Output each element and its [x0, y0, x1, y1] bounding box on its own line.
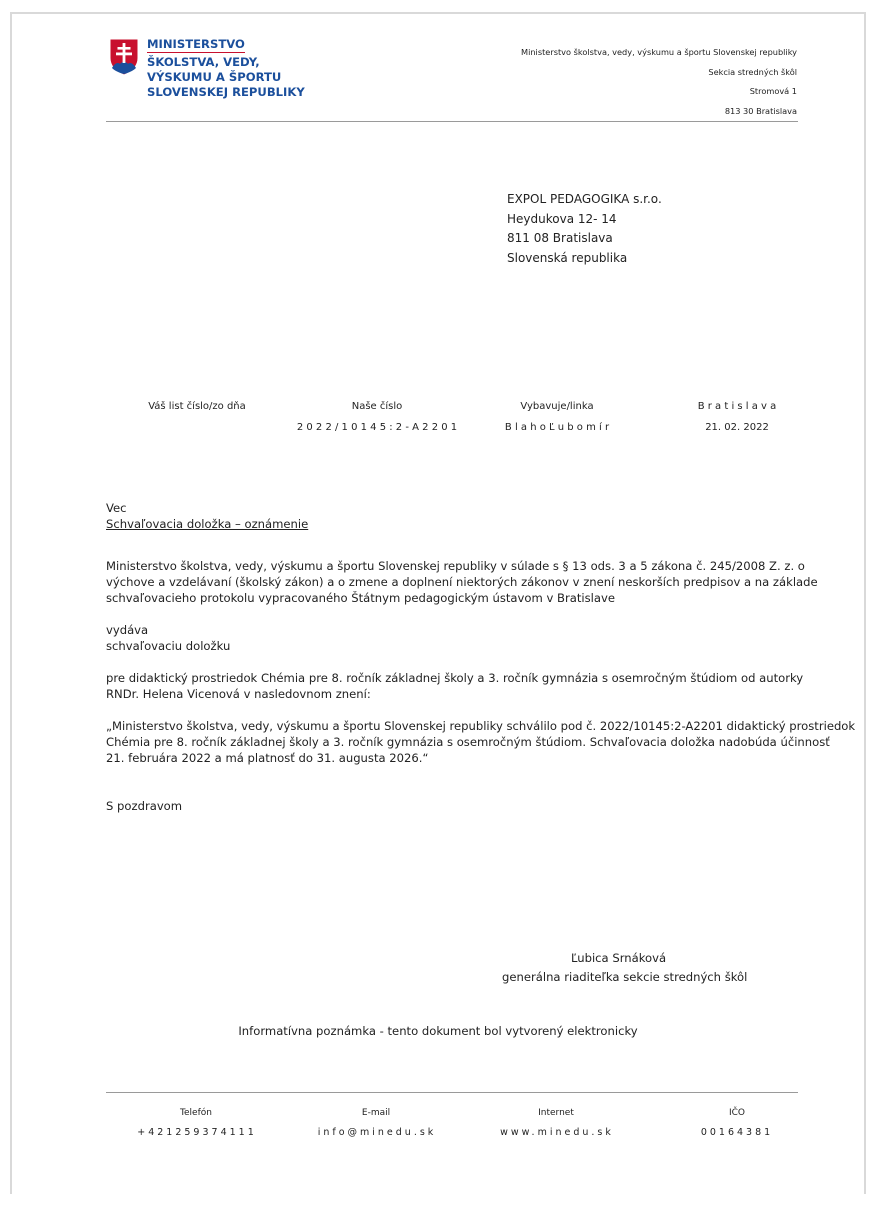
- footer-header-email: E-mail: [361, 1108, 391, 1118]
- addressee-block: [507, 190, 662, 268]
- header-divider: [106, 121, 798, 122]
- footer-ico: 00164381: [700, 1127, 774, 1138]
- issues-line: vydáva: [106, 623, 149, 637]
- ref-value-our-number: 2 0 2 2 / 1 0 1 4 5 : 2 - A 2 2 0 1: [296, 422, 458, 433]
- signatory-name: Ľubica Srnáková: [571, 951, 667, 965]
- sender-address: [521, 43, 797, 121]
- approval-quote: [106, 718, 855, 767]
- ref-value-date: 21. 02. 2022: [705, 422, 769, 433]
- addressee-line: Heydukova 12- 14: [507, 211, 617, 226]
- footer-email: info@minedu.sk: [317, 1127, 437, 1138]
- sender-line: 813 30 Bratislava: [724, 105, 797, 116]
- ministry-line-3: VÝSKUMU A ŠPORTU: [147, 70, 282, 84]
- sender-line: Stromová 1: [749, 86, 797, 96]
- paragraph-line: schvaľovacieho protokolu vypracovaného Štátnym pedagogickým ústavom v Bratislave: [106, 591, 615, 606]
- footer-header-phone: Telefón: [180, 1108, 212, 1118]
- ref-header-your-letter: Váš list číslo/zo dňa: [148, 401, 246, 412]
- ministry-name: [147, 37, 305, 100]
- footer-divider: [106, 1092, 798, 1093]
- ministry-line-2: ŠKOLSTVA, VEDY,: [147, 55, 260, 69]
- addressee-line: 811 08 Bratislava: [507, 231, 613, 245]
- footer-header-internet: Internet: [538, 1108, 574, 1118]
- paragraph-line: pre didaktický prostriedok Chémia pre 8. ročník základnej školy a 3. ročník gymnázia s osemročným štúdiom od autorky: [106, 671, 804, 685]
- footer-internet: www.minedu.sk: [500, 1127, 614, 1138]
- issues-line: schvaľovaciu doložku: [106, 639, 231, 654]
- sender-line: Sekcia stredných škôl: [708, 66, 797, 77]
- quote-line: „Ministerstvo školstva, vedy, výskumu a športu Slovenskej republiky schválilo pod č. 2022/10145:2-A2201 didaktický prostriedok: [106, 719, 856, 733]
- paragraph-intro: [106, 558, 818, 607]
- vec-label: Vec: [106, 501, 127, 515]
- ref-header-our-number: Naše číslo: [351, 401, 403, 412]
- slovak-coat-of-arms-icon: [109, 38, 139, 76]
- paragraph-line: výchove a vzdelávaní (školský zákon) a o zmene a doplnení niektorých zákonov v znení neskorších predpisov a na základe: [106, 575, 818, 590]
- paragraph-line: Ministerstvo školstva, vedy, výskumu a športu Slovenskej republiky v súlade s § 13 ods. 3 a 5 zákona č. 245/2008 Z. z. o: [106, 559, 805, 573]
- ref-header-place: B r a t i s l a v a: [697, 401, 777, 412]
- issues-block: [106, 622, 230, 654]
- closing: S pozdravom: [106, 799, 183, 813]
- paragraph-line: RNDr. Helena Vicenová v nasledovnom znení:: [106, 687, 371, 702]
- sender-line: Ministerstvo školstva, vedy, výskumu a športu Slovenskej republiky: [521, 47, 797, 57]
- addressee-line: EXPOL PEDAGOGIKA s.r.o.: [507, 192, 662, 206]
- subject-block: [106, 500, 308, 532]
- paragraph-product: [106, 670, 803, 702]
- ref-value-handled-by: B l a h o Ľ u b o m í r: [504, 422, 610, 433]
- subject-line: Schvaľovacia doložka – oznámenie: [106, 517, 309, 532]
- ministry-line-1: MINISTERSTVO: [147, 37, 245, 51]
- footer-header-ico: IČO: [728, 1108, 746, 1118]
- addressee-line: Slovenská republika: [507, 250, 628, 265]
- electronic-document-note: Informatívna poznámka - tento dokument bol vytvorený elektronicky: [238, 1024, 638, 1038]
- signatory-title: generálna riaditeľka sekcie stredných škôl: [502, 970, 748, 984]
- ministry-line-4: SLOVENSKEJ REPUBLIKY: [147, 85, 305, 99]
- ref-header-handled-by: Vybavuje/linka: [520, 401, 594, 412]
- quote-line: 21. februára 2022 a má platnosť do 31. augusta 2026.“: [106, 751, 429, 766]
- quote-line: Chémia pre 8. ročník základnej školy a 3. ročník gymnázia s osemročným štúdiom. Schvaľovacia doložka nadobúda účinnosť: [106, 735, 830, 750]
- footer-phone: +421259374111: [137, 1127, 257, 1138]
